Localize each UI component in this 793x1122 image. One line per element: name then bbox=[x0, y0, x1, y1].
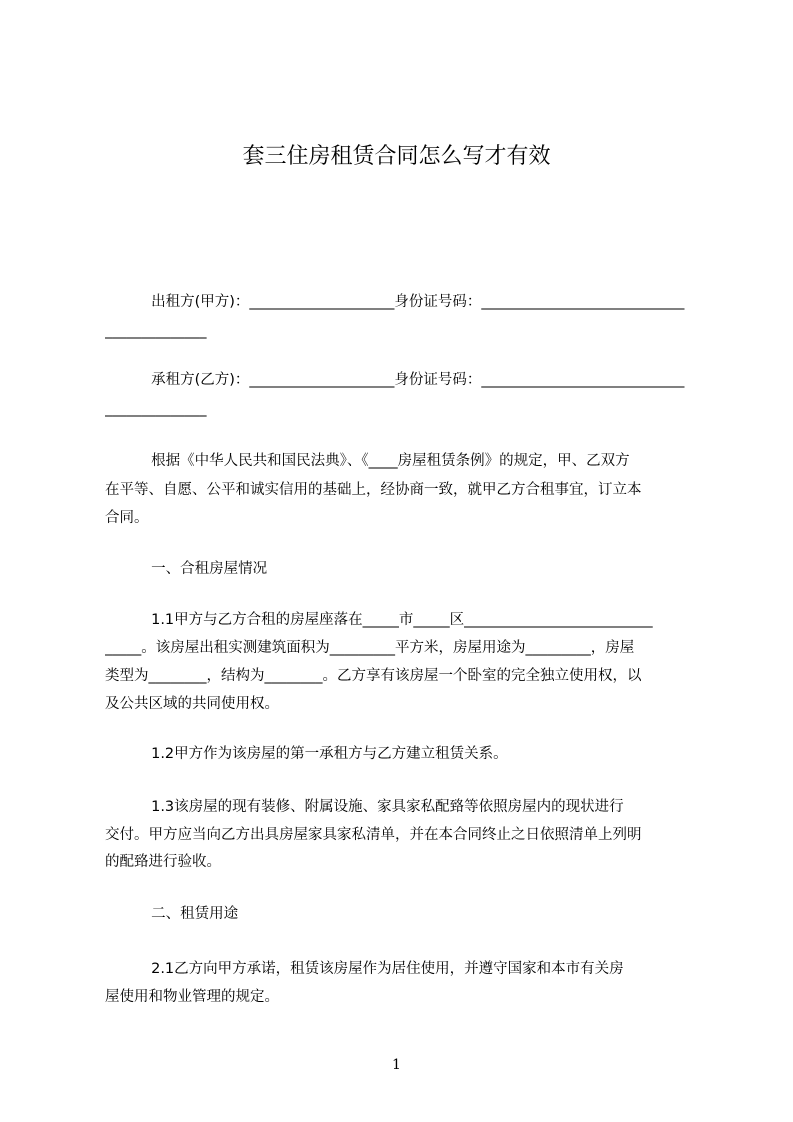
section-heading-1: 一、合租房屋情况 bbox=[105, 561, 268, 577]
lessor-line-continued: ______________ bbox=[105, 323, 207, 339]
clause-1-3-line-2: 交付。甲方应当向乙方出具房屋家具家私清单，并在本合同终止之日依照清单上列明 bbox=[105, 827, 642, 843]
lessor-line: 出租方(甲方)：____________________身份证号码：____________________________ bbox=[105, 294, 685, 310]
clause-1-2: 1.2甲方作为该房屋的第一承租方与乙方建立租赁关系。 bbox=[105, 746, 508, 762]
clause-1-1-line-4: 及公共区域的共同使用权。 bbox=[105, 696, 279, 712]
clause-2-1-line-2: 屋使用和物业管理的规定。 bbox=[105, 989, 279, 1005]
page-number: 1 bbox=[392, 1057, 401, 1073]
section-heading-2: 二、租赁用途 bbox=[105, 906, 239, 922]
preamble-line-1: 根据《中华人民共和国民法典》、《____房屋租赁条例》的规定，甲、乙双方 bbox=[105, 453, 630, 469]
clause-1-3-line-3: 的配臵进行验收。 bbox=[105, 854, 221, 870]
clause-1-3-line-1: 1.3该房屋的现有装修、附属设施、家具家私配臵等依照房屋内的现状进行 bbox=[105, 799, 624, 815]
clause-2-1-line-1: 2.1乙方向甲方承诺，租赁该房屋作为居住使用，并遵守国家和本市有关房 bbox=[105, 961, 624, 977]
clause-1-1-line-3: 类型为________，结构为________。乙方享有该房屋一个卧室的完全独立使用权，以 bbox=[105, 668, 642, 684]
preamble-line-2: 在平等、自愿、公平和诚实信用的基础上，经协商一致，就甲乙方合租事宜，订立本 bbox=[105, 482, 642, 498]
lessee-line-continued: ______________ bbox=[105, 401, 207, 417]
clause-1-1-line-2: _____。该房屋出租实测建筑面积为_________平方米，房屋用途为_________，房屋 bbox=[105, 640, 635, 656]
preamble-line-3: 合同。 bbox=[105, 510, 149, 526]
clause-1-1-line-1: 1.1甲方与乙方合租的房屋座落在_____市_____区__________________________ bbox=[105, 612, 653, 628]
lessee-line: 承租方(乙方)：____________________身份证号码：____________________________ bbox=[105, 372, 685, 388]
document-title: 套三住房租赁合同怎么写才有效 bbox=[242, 144, 551, 169]
